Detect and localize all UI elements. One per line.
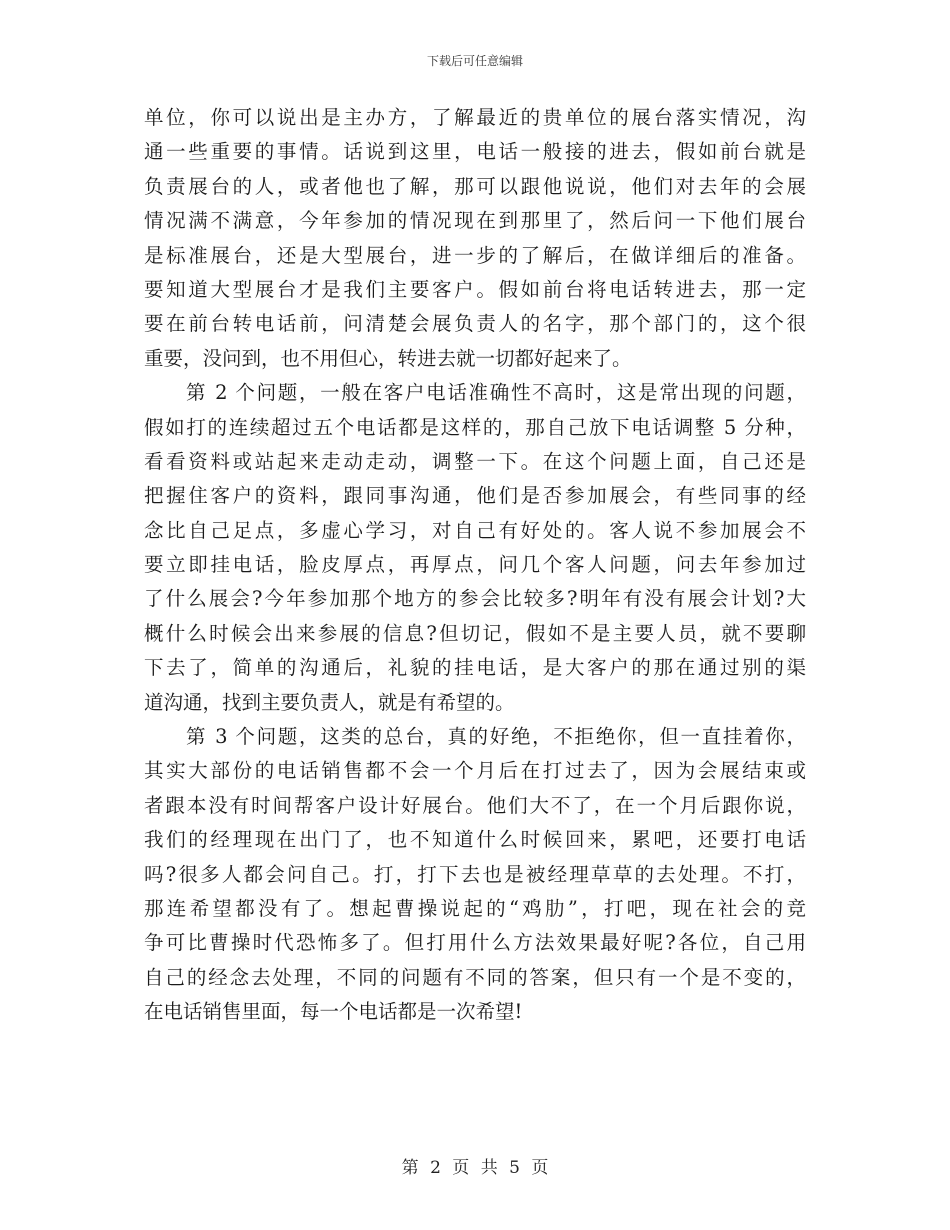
text-line: 重要，没问到，也不用但心，转进去就一切都好起来了。 bbox=[144, 346, 632, 370]
document-body bbox=[144, 101, 806, 1030]
paragraph bbox=[144, 101, 806, 376]
text-line: 要知道大型展台才是我们主要客户。假如前台将电话转进去，那一定 bbox=[144, 277, 806, 301]
text-line: 自己的经念去处理，不同的问题有不同的答案，但只有一个是不变的， bbox=[144, 965, 806, 989]
text-line: 概什么时候会出来参展的信息?但切记，假如不是主要人员，就不要聊 bbox=[144, 621, 806, 645]
text-line: 争可比曹操时代恐怖多了。但打用什么方法效果最好呢?各位，自己用 bbox=[144, 931, 806, 955]
text-line: 念比自己足点，多虚心学习，对自己有好处的。客人说不参加展会不 bbox=[144, 518, 806, 542]
text-line: 是标准展台，还是大型展台，进一步的了解后，在做详细后的准备。 bbox=[144, 243, 806, 267]
text-line: 看看资料或站起来走动走动，调整一下。在这个问题上面，自己还是 bbox=[144, 449, 806, 473]
text-line: 了什么展会?今年参加那个地方的参会比较多?明年有没有展会计划?大 bbox=[144, 587, 806, 611]
text-line: 情况满不满意，今年参加的情况现在到那里了，然后问一下他们展台 bbox=[144, 209, 806, 233]
text-line: 假如打的连续超过五个电话都是这样的，那自己放下电话调整 5 分种， bbox=[144, 415, 806, 439]
text-line: 把握住客户的资料，跟同事沟通，他们是否参加展会，有些同事的经 bbox=[144, 484, 806, 508]
text-line: 那连希望都没有了。想起曹操说起的“鸡肋”，打吧，现在社会的竞 bbox=[144, 896, 806, 920]
page-footer: 第 2 页 共 5 页 bbox=[401, 1158, 549, 1178]
page-header: 下载后可任意编辑 bbox=[426, 54, 523, 68]
text-line: 负责展台的人，或者他也了解，那可以跟他说说，他们对去年的会展 bbox=[144, 174, 806, 198]
text-line: 其实大部份的电话销售都不会一个月后在打过去了，因为会展结束或 bbox=[144, 759, 806, 783]
text-line: 者跟本没有时间帮客户设计好展台。他们大不了，在一个月后跟你说， bbox=[144, 793, 806, 817]
text-line: 在电话销售里面，每一个电话都是一次希望! bbox=[144, 1000, 523, 1024]
text-line: 吗?很多人都会问自己。打，打下去也是被经理草草的去处理。不打， bbox=[144, 862, 806, 886]
text-line: 下去了，简单的沟通后，礼貌的挂电话，是大客户的那在通过别的渠 bbox=[144, 656, 806, 680]
text-line: 要立即挂电话，脸皮厚点，再厚点，问几个客人问题，问去年参加过 bbox=[144, 553, 806, 577]
text-line: 第 3 个问题，这类的总台，真的好绝，不拒绝你，但一直挂着你， bbox=[186, 725, 806, 749]
text-line: 单位，你可以说出是主办方，了解最近的贵单位的展台落实情况，沟 bbox=[144, 106, 806, 129]
text-line: 道沟通，找到主要负责人，就是有希望的。 bbox=[144, 690, 515, 714]
text-line: 我们的经理现在出门了，也不知道什么时候回来，累吧，还要打电话 bbox=[144, 828, 806, 852]
paragraph bbox=[144, 720, 806, 1030]
text-line: 通一些重要的事情。话说到这里，电话一般接的进去，假如前台就是 bbox=[144, 140, 806, 164]
text-line: 第 2 个问题，一般在客户电话准确性不高时，这是常出现的问题， bbox=[186, 381, 806, 405]
paragraph bbox=[144, 376, 806, 720]
text-line: 要在前台转电话前，问清楚会展负责人的名字，那个部门的，这个很 bbox=[144, 312, 806, 336]
